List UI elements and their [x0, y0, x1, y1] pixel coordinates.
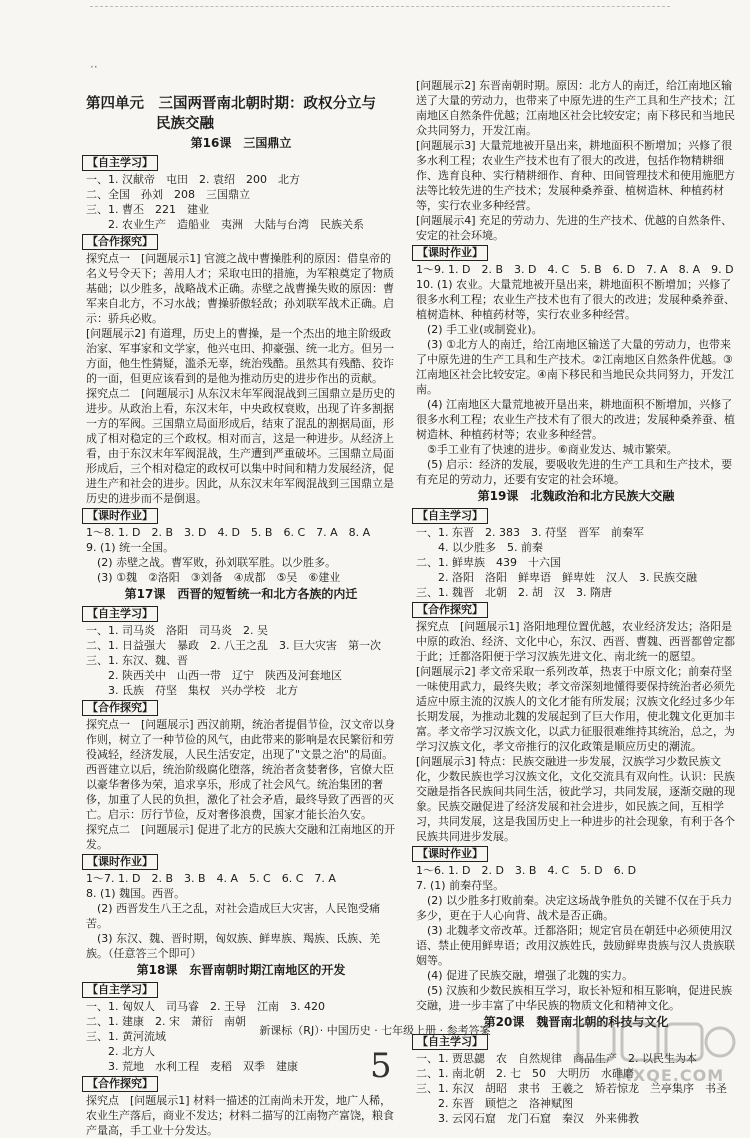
watermark-icon [576, 1020, 736, 1070]
tick-mark: ·· [90, 60, 98, 74]
section-homework: 【课时作业】 [82, 508, 158, 524]
answer-line: 2. 东晋 顾恺之 洛神赋图 [416, 1097, 573, 1110]
lesson-18-title: 第18课 东晋南朝时期江南地区的开发 [136, 963, 346, 977]
answer-line: (3) ①魏 ②洛阳 ③刘备 ④成都 ⑤吴 ⑥建业 [86, 571, 341, 584]
answer-line: 一、1. 司马炎 洛阳 司马炎 2. 吴 [86, 624, 268, 637]
answer-line: 一、1. 匈奴人 司马睿 2. 王导 江南 3. 420 [86, 1000, 325, 1013]
answer-paragraph: [问题展示4] 充足的劳动力、先进的生产技术、优越的自然条件、安定的社会环境。 [416, 214, 733, 242]
answer-line: 3. 云冈石窟 龙门石窟 秦汉 外来佛教 [416, 1112, 639, 1125]
answer-line: 2. 洛阳 洛阳 鲜卑语 鲜卑姓 汉人 3. 民族交融 [416, 571, 697, 584]
lesson-16-title: 第16课 三国鼎立 [190, 136, 292, 150]
answer-paragraph: 探究点二 [问题展示] 促进了北方的民族大交融和江南地区的开发。 [86, 823, 396, 851]
answer-line: (2) 手工业(或制瓷业)。 [416, 323, 543, 336]
answer-paragraph: (5) 汉族和少数民族相互学习，取长补短和相互影响，促进民族交融，进一步丰富了中华民族的物质文化和精神文化。 [416, 984, 733, 1012]
section-cooperative: 【合作探究】 [82, 700, 158, 716]
answer-paragraph: 探究点 [问题展示1] 材料一描述的江南尚未开发，地广人稀，农业生产落后，商业不发达；材料二描写的江南物产富饶，粮食产量高，手工业十分发达。 [86, 1094, 394, 1137]
lesson-19-title: 第19课 北魏政治和北方民族大交融 [477, 489, 675, 503]
section-cooperative: 【合作探究】 [82, 234, 158, 250]
answer-line: 2. 陕西关中 山西一带 辽宁 陕西及河套地区 [86, 669, 342, 682]
answer-line: 三、1. 曹丕 221 建业 [86, 203, 209, 216]
answer-line: 三、1. 东汉、魏、晋 [86, 654, 188, 667]
unit-title [86, 94, 396, 134]
lesson-20-title: 第20课 魏晋南北朝的科技与文化 [483, 1015, 669, 1029]
answer-line: (2) 赤壁之战。曹军败，孙刘联军胜。以少胜多。 [86, 556, 337, 569]
section-self-study: 【自主学习】 [82, 982, 158, 998]
answer-line: 二、全国 孙刘 208 三国鼎立 [86, 188, 250, 201]
answer-line: 三、1. 东汉 胡昭 隶书 王羲之 矫若惊龙 兰亭集序 书圣 [416, 1082, 727, 1095]
answer-paragraph: 探究点 [问题展示1] 洛阳地理位置优越，农业经济发达；洛阳是中原的政治、经济、文化中心，东汉、西晋、曹魏、西晋都曾定都于此；迁都洛阳便于学习汉族先进文化、南北统一的愿望。 [416, 620, 735, 663]
answer-line: 4. 以少胜多 5. 前秦 [416, 541, 543, 554]
page-footer: 新课标（RJ）· 中国历史 · 七年级上册 · 参考答案 [259, 1024, 491, 1037]
answer-paragraph: (5) 启示：经济的发展，要吸收先进的生产工具和生产技术，要有充足的劳动力，还要有安定的社会环境。 [416, 458, 733, 486]
answer-line: 二、1. 南北朝 2. 七 50 大明历 水碓磨 [416, 1067, 634, 1080]
answer-paragraph: (3) ①北方人的南迁，给江南地区输送了大量的劳动力，也带来了中原先进的生产工具和生产技术。②江南地区自然条件优越。③江南地区社会比较安定。④南下移民和当地民众共同努力，开发江南。 [416, 338, 734, 396]
answer-paragraph: 10. (1) 农业。大量荒地被开垦出来，耕地面积不断增加；兴修了很多水利工程；农业生产技术也有了很大的改进；发展种桑养蚕、植树造林、种植药材等，实行农业多种经营。 [416, 278, 735, 321]
section-cooperative: 【合作探究】 [412, 602, 488, 618]
answer-line: 一、1. 贾思勰 农 自然规律 商品生产 2. 以民生为本 [416, 1052, 697, 1065]
section-self-study: 【自主学习】 [412, 1034, 488, 1050]
answer-line: (3) 东汉、魏、晋时期，匈奴族、鲜卑族、羯族、氐族、羌族。（任意答三个即可） [86, 932, 381, 960]
answer-paragraph: 探究点一 [问题展示1] 官渡之战中曹操胜利的原因：借皇帝的名义号令天下；善用人才；采取屯田的措施，为军粮奠定了物质基础；以少胜多，战略战术正确。赤壁之战曹操失败的原因：曹军来自北方，不习水战；曹操骄傲轻敌；孙刘联军战术正确。启示：骄兵必败。 [86, 252, 394, 325]
answer-line: 二、1. 建康 2. 宋 萧衍 南朝 [86, 1015, 246, 1028]
answer-paragraph: [问题展示2] 孝文帝采取一系列改革，热衷于中原文化；前秦苻坚一味使用武力，最终失败；孝文帝深刻地懂得要保持统治者必须先适应中原主流的汉族人的文化才能有所发展；汉族文化经过多少年长期发展，为推动北魏的发展起到了巨大作用，使北魏文化更加丰富。孝文帝学习汉族文化，以武力征服很难维持其统治，总之，为学习汉族文化，孝文帝推行的汉化政策是顺应历史的潮流。 [416, 665, 735, 753]
answer-line: 1～7. 1. D 2. B 3. B 4. A 5. C 6. C 7. A [86, 872, 336, 885]
answer-paragraph: [问题展示3] 大量荒地被开垦出来，耕地面积不断增加；兴修了很多水利工程；农业生产技术也有了很大的改进，包括作物精耕细作、选育良种、实行精耕细作、育种、田间管理技术和使用施肥方法等比较先进的生产技术；发展种桑养蚕、植树造林、种植药材等，实行农业多种经营。 [416, 139, 735, 212]
answer-line: ⑤手工业有了快速的进步。⑥商业发达、城市繁荣。 [416, 443, 678, 456]
answer-line: 一、1. 东晋 2. 383 3. 苻坚 晋军 前秦军 [416, 526, 644, 539]
unit-title-line2: 民族交融 [156, 116, 214, 132]
answer-line: 三、1. 魏晋 北朝 2. 胡 汉 3. 隋唐 [416, 586, 612, 599]
answer-line: 2. 农业生产 造船业 夷洲 大陆与台湾 民族关系 [86, 218, 364, 231]
answer-line: 二、1. 日益强大 暴政 2. 八王之乱 3. 巨大灾害 第一次 [86, 639, 381, 652]
answer-line: 2. 北方人 [86, 1045, 155, 1058]
unit-title-line1: 第四单元 三国两晋南北朝时期：政权分立与 [86, 96, 376, 112]
answer-line: 8. (1) 魏国。西晋。 [86, 887, 186, 900]
answer-paragraph: (2) 以少胜多打败前秦。决定这场战争胜负的关键不仅在于兵力多少，更在于人心向背、战术是否正确。 [416, 894, 733, 922]
section-homework: 【课时作业】 [412, 245, 488, 261]
section-homework: 【课时作业】 [412, 846, 488, 862]
answer-line: (4) 促进了民族交融，增强了北魏的实力。 [416, 969, 634, 982]
answer-paragraph: [问题展示2] 有道理，历史上的曹操，是一个杰出的地主阶级政治家、军事家和文学家，他兴屯田、抑豪强、统一北方。但另一方面，他生性猜疑，滥杀无辜，统治残酷。虽然其有残酷、狡诈的一面，但更应该看到的是他为推动历史的进步作出的贡献。 [86, 327, 394, 385]
answer-paragraph: 探究点二 [问题展示] 从东汉末年军阀混战到三国鼎立是历史的进步。从政治上看，东汉末年，中央政权衰败，出现了许多割据一方的军阀。三国鼎立局面形成后，结束了混乱的割据局面，形成了相对稳定的三个政权。相对而言，这是一种进步。从经济上看，由于东汉末年军阀混战，生产遭到严重破坏。三国鼎立局面形成后，三个相对稳定的政权可以集中时间和精力发展经济，促进生产和社会的进步。因此，从东汉末年军阀混战到三国鼎立是历史的进步而不是倒退。 [86, 387, 396, 505]
section-self-study: 【自主学习】 [412, 508, 488, 524]
watermark-text: MXQE.COM [616, 1066, 725, 1085]
section-homework: 【课时作业】 [82, 854, 158, 870]
answer-line: 1～9. 1. D 2. B 3. D 4. C 5. B 6. D 7. A 8. A 9. D [416, 263, 734, 276]
answer-paragraph: (3) 北魏孝文帝改革。迁都洛阳；规定官员在朝廷中必须使用汉语、禁止使用鲜卑语；改用汉族姓氏，鼓励鲜卑贵族与汉人贵族联姻等。 [416, 924, 735, 967]
section-cooperative: 【合作探究】 [82, 1076, 158, 1092]
answer-line: 二、1. 鲜卑族 439 十六国 [416, 556, 561, 569]
section-self-study: 【自主学习】 [82, 606, 158, 622]
answer-line: 1～8. 1. D 2. B 3. D 4. D 5. B 6. C 7. A 8. A [86, 526, 371, 539]
answer-paragraph: [问题展示3] 特点：民族交融进一步发展，汉族学习少数民族文化，少数民族也学习汉族文化，文化交流具有双向性。认识：民族交融是指各民族间共同生活，彼此学习，共同发展，逐渐交融的现象。民族交融促进了经济发展和社会进步，如民族之间，互相学习，共同发展，这是我国历史上一种进步的社会现象，有利于各个民族共同进步发展。 [416, 755, 735, 843]
answer-line: 9. (1) 统一全国。 [86, 541, 175, 554]
answer-line: 3. 氐族 苻坚 集权 兴办学校 北方 [86, 684, 298, 697]
answer-line: (2) 西晋发生八王之乱，对社会造成巨大灾害，人民饱受痛苦。 [86, 902, 381, 930]
section-self-study: 【自主学习】 [82, 155, 158, 171]
answer-line: 3. 荒地 水利工程 麦稻 双季 建康 [86, 1060, 298, 1073]
watermark-logo [576, 1020, 736, 1090]
answer-paragraph: (4) 江南地区大量荒地被开垦出来，耕地面积不断增加，兴修了很多水利工程；农业生产技术有了很大的改进；发展种桑养蚕、植树造林、种植药材等；农业多种经营。 [416, 398, 735, 441]
answer-line: 1～6. 1. D 2. D 3. B 4. C 5. D 6. D [416, 864, 637, 877]
answer-paragraph: [问题展示2] 东晋南朝时期。原因：北方人的南迁，给江南地区输送了大量的劳动力，也带来了中原先进的生产工具和生产技术；江南地区自然条件优越；江南地区社会比较安定；南下移民和当地民众共同努力，开发江南。 [416, 79, 735, 137]
lesson-17-title: 第17课 西晋的短暂统一和北方各族的内迁 [124, 587, 358, 601]
answer-line: 一、1. 汉献帝 屯田 2. 袁绍 200 北方 [86, 173, 300, 186]
right-column [416, 78, 736, 1126]
left-column [86, 88, 396, 1138]
answer-line: 三、1. 黄河流域 [86, 1030, 166, 1043]
top-dashed-rule [90, 6, 670, 7]
answer-line: 7. (1) 前秦苻坚。 [416, 879, 505, 892]
answer-paragraph: 探究点一 [问题展示] 西汉前期，统治者提倡节俭，汉文帝以身作则，树立了一种节俭的风气，由此带来的影响是农民繁衍和劳役减轻，经济发展，人民生活安定，出现了"文景之治"的局面。西晋建立以后，统治阶级腐化堕落，统治者贪婪奢侈，官僚大臣以豪华奢侈为荣，追求享乐，形成了社会风气。统治集团的奢侈，加重了人民的负担，激化了社会矛盾，最终导致了西晋的灭亡。启示：厉行节俭，反对奢侈浪费，国家才能长治久安。 [86, 718, 396, 821]
handwritten-page-mark: 5 [370, 1046, 392, 1086]
